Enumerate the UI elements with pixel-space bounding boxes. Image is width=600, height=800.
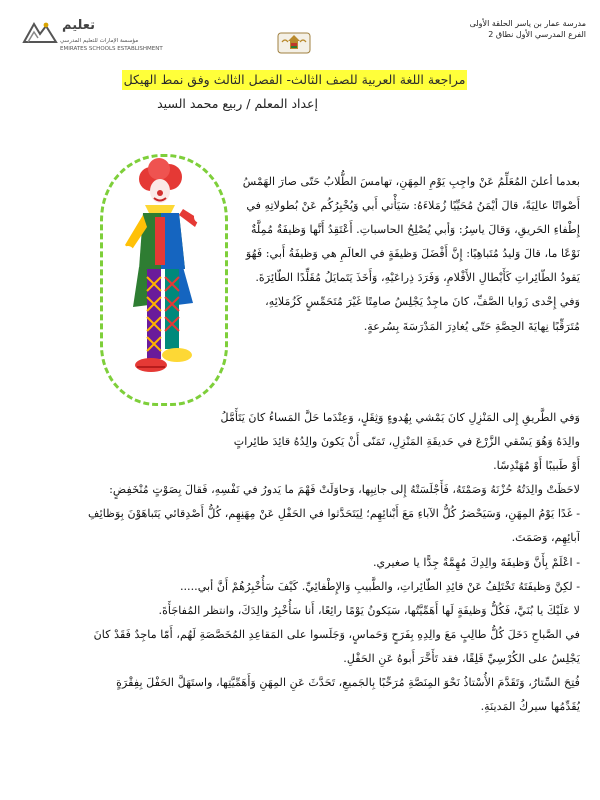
story-line: أَصْواتًا عالِيَةً، قالَ أيْمَنُ مُحَيِّيًا زُمَلاءَهُ: سَيَأْتي أَبي وَيُخْبِرُكُم عَنْ بُطولاتِهِ في: [246, 199, 580, 213]
story-line: يُقَدِّمُها سيركُ المَدينَةِ.: [480, 700, 580, 714]
story-line: لا عَلَيْكَ يا بُنَيَّ، فَكُلُّ وَظيفَةٍ لَها أَهَمِّيَّتُها، سَيَكونُ يَوْمًا رائِعًا، أَنا سَأُخْبِرُ والِدَكَ، وانتظر المُفاجَأَةَ.: [158, 603, 580, 617]
story-line: - غَدًا يَوْمُ المِهَنِ، وَسَيَحْضرُ كُلُّ الآباءِ مَعَ أَبْنائِهِم؛ لِيَتَحَدَّثوا في الحَفْلِ عَنْ مِهَنِهِم، كُلُّ أَصْدِقائي يَتَباهَوْنَ بِوَظائِفِ: [88, 507, 580, 521]
story-line: مُتَرَقِّبًا نِهايَةَ الحِصَّةِ حَتّى يُغادِرَ المَدْرَسَةَ بِسُرعةٍ.: [363, 319, 580, 333]
story-line: - اعْلَمْ بِأَنَّ وَظيفَةَ والِدِكَ مُهِمَّةٌ جِدًّا يا صغيري.: [372, 555, 580, 569]
school-header: [396, 18, 586, 40]
story-line: بعدما أعلنَ المُعَلِّمُ عَنْ واجِبِ يَوْمِ المِهَنِ، تهامسَ الطُّلابُ حَتّى صارَ الهَمْسُ: [242, 175, 580, 188]
story-line: فُتِحَ السِّتارُ، وَتَقَدَّمَ الأُسْتاذُ نَحْوَ المِنَصَّةِ مُرَحِّبًا بِالجَميعِ، تَحَدَّثَ عَنِ المِهَنِ وَأَهَمِّيَّتِها، واستَهَلَّ الحَفْلَ بِفِقْرَةٍ: [116, 676, 580, 690]
author-line: إعداد المعلم / ربيع محمد السيد: [157, 96, 318, 111]
story-line: في الصَّباحِ دَخَلَ كُلُّ طالِبٍ مَعَ والِدِهِ بِفَرَحٍ وَحَماسٍ، وَجَلَسوا على المَقاعِدِ المُخَصَّصَةِ لَهُم، أَمّا ماجِدٌ فَقَدْ كانَ: [93, 627, 580, 641]
story-line: آبائِهِم، وَصَمَتَ.: [511, 531, 580, 545]
story-full-block: [20, 406, 580, 719]
uae-emblem-icon: [276, 30, 312, 56]
ese-logo: [20, 14, 163, 58]
story-line: لاحَظَتْ والِدَتُهُ حُزْنَهُ وَصَمْتَهُ، فَأَجْلَسَتْهُ إِلى جانِبِها، وَحاوَلَتْ فَهْمَ ما يَدورُ في نَفْسِهِ، فَقالَ بِصَوْتٍ مُنْخَفِضٍ:: [109, 483, 580, 497]
story-line: يَقودُ الطّائِراتِ كَأَبْطالِ الأَفْلامِ، وَفَرَدَ ذِراعَيْهِ، وَأَخَذَ يَتَمايَلُ مُقَلِّدًا الطّائِرَةَ.: [255, 271, 580, 285]
story-line: يَجْلِسُ على الكُرْسِيِّ قَلِقًا، فقد تَأَخَّرَ أَبوهُ عَنِ الحَفْلِ.: [343, 651, 580, 665]
story-line: والِدَهُ وَهُوَ يَسْقي الزَّرْعَ في حَديقَةِ المَنْزِلِ، تَمَنّى أَنْ يَكونَ والِدُهُ قائِدَ طائِراتٍ: [233, 435, 580, 449]
logo-sub-ar: مؤسسة الإمارات للتعليم المدرسي: [60, 38, 139, 44]
logo-sub-en: EMIRATES SCHOOLS ESTABLISHMENT: [60, 46, 163, 52]
clown-image-frame: [100, 154, 228, 406]
school-name: مدرسة عمار بن ياسر الحلقة الأولى: [469, 19, 586, 28]
page-title: مراجعة اللغة العربية للصف الثالث- الفصل الثالث وفق نمط الهيكل: [122, 70, 467, 90]
story-top-block: [235, 170, 580, 339]
story-line: نَوْعًا ما، قالَ وَليدُ مُتَباهِيًا: إِنَّ أَفْضَلَ وَظيفَةٍ في العالَمِ هي وَظيفَةُ أَبي: فَهُوَ: [245, 247, 580, 261]
school-branch: الفرع المدرسي الأول نطاق 2: [488, 30, 586, 39]
story-line: إِطْفاءِ الحَريقِ، وَقالَ ياسِرُ: وَأبي يُصْلِحُ الحاسباتِ. أَعْتَقِدُ أَنَّها وَظيفَةٌ مُمِلَّةٌ: [250, 223, 580, 237]
ese-logo-icon: [20, 20, 60, 46]
logo-word: تعليم: [62, 18, 96, 33]
story-line: أَوْ طَبيبًا أَوْ مُهَنْدِسًا.: [493, 459, 580, 473]
clown-illustration-icon: [103, 157, 225, 403]
story-line: - لكِنَّ وَظيفَتَهُ تَخْتَلِفُ عَنْ قائِدِ الطّائِراتِ، والطَّبيبِ وَالإِطْفائِيِّ. كَيْفَ سَأُخْبِرُهُمْ أَنَّ أبي.....: [179, 579, 580, 593]
story-line: وَفي الطَّريقِ إِلى المَنْزِلِ كانَ يَمْشي بِهُدوءٍ وَثِقَلٍ، وَعِنْدَما حَلَّ المَساءُ كانَ يَتَأَمَّلُ: [220, 411, 580, 424]
story-line: وَفي إِحْدى زَوايا الصَّفِّ، كانَ ماجِدٌ يَجْلِسُ صامِتًا غَيْرَ مُتَحَمِّسٍ كَزُمَلائِهِ،: [265, 295, 580, 309]
